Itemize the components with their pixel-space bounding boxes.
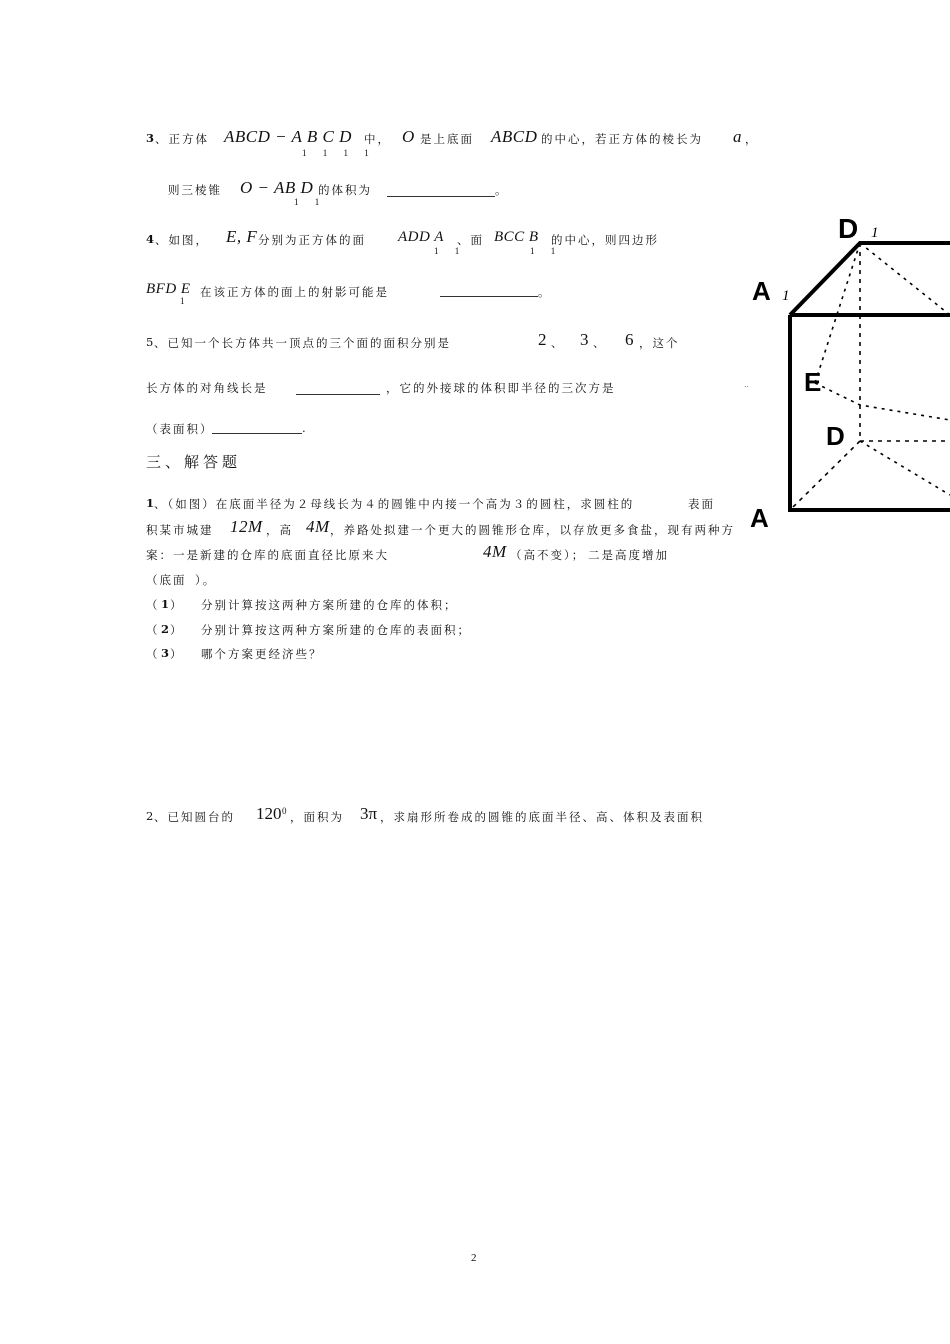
p2-text-c: ，求扇形所卷成的圆锥的底面半径、高、体积及表面积 (380, 810, 704, 824)
p1-line1: 、（如图）在底面半径为２母线长为４的圆锥中内接一个高为３的圆柱，求圆柱的 (154, 497, 635, 511)
page-number: 2 (471, 1252, 477, 1264)
p1-line1-right: 表面 (688, 497, 715, 511)
q3-line2-end: 。 (495, 183, 509, 197)
q3-cube-subscripts: 1 1 1 1 (302, 148, 376, 158)
q4-face2: BCC B (494, 229, 539, 245)
q5-line2-b: ，它的外接球的体积即半径的三次方是 (386, 381, 616, 395)
label-a: A (750, 503, 769, 533)
q4-points-ef: E, F (226, 227, 258, 246)
p1-sub3-paren: （ (146, 647, 160, 661)
p1-sub2-number: 2 (161, 622, 170, 636)
q5-line3: （表面积） (146, 422, 214, 436)
label-d1: D (838, 213, 859, 244)
q5-line3-end: . (302, 421, 308, 435)
p1-sub3-number: 3 (161, 646, 170, 660)
q4-face1: ADD A (398, 229, 444, 245)
p1-sub2-paren-close: ） (170, 623, 184, 637)
p1-sub3-paren-close: ） (170, 647, 184, 661)
q4-quad-expr: BFD E (146, 281, 191, 297)
p1-value-4m-b: 4M (483, 542, 507, 561)
q3-cube-expr: ABCD − A B C D (224, 127, 352, 146)
p2-degree: 0 (282, 806, 287, 816)
q5-answer-blank-2 (212, 433, 302, 434)
q3-pyramid-subscripts: 1 1 (294, 197, 327, 207)
p1-sub2-paren: （ (146, 623, 160, 637)
q4-line2-end: 。 (538, 285, 552, 299)
q3-point-o: O (402, 127, 415, 146)
q4-face2-subscripts: 1 1 (530, 246, 563, 256)
label-a1: A (752, 276, 771, 306)
q5-area-2: 3 (580, 330, 589, 349)
p1-sub1-text: 分别计算按这两种方案所建的仓库的体积； (201, 598, 458, 612)
p2-angle: 120 (256, 804, 282, 823)
p1-sub3-text: 哪个方案更经济些？ (201, 647, 323, 661)
q4-text-d: 的中心，则四边形 (551, 233, 659, 247)
q4-line2-text: 在该正方体的面上的射影可能是 (200, 285, 389, 299)
q3-text-b: 中， (364, 132, 391, 146)
p1-line2-c: ，养路处拟建一个更大的圆锥形仓库，以存放更多食盐，现有两种方 (330, 523, 735, 537)
p1-value-4m: 4M (306, 517, 330, 536)
q5-text-b: ，这个 (639, 336, 680, 350)
label-a1-sub: 1 (782, 288, 790, 304)
p2-number: 2 (146, 809, 156, 823)
q3-text-c: 是上底面 (420, 132, 474, 146)
p2-text-a: 、已知圆台的 (154, 810, 235, 824)
q4-face1-subscripts: 1 1 (434, 246, 467, 256)
q5-answer-blank-1 (296, 394, 380, 395)
cube-top-edges (790, 243, 950, 315)
p1-sub1-paren-close: ） (170, 598, 184, 612)
p1-line2-a: 积某市城建 (146, 523, 214, 537)
q5-number: 5 (146, 335, 156, 349)
line-e-center (815, 383, 950, 420)
q5-sep-2: 、 (593, 336, 607, 350)
q3-pyramid-expr: O − AB D (240, 178, 314, 197)
q3-text-a: 、正方体 (155, 132, 209, 146)
q4-text-c: 、面 (457, 233, 484, 247)
p1-sub1-number: 1 (161, 597, 170, 611)
cube-hidden-diagonal (790, 441, 860, 510)
q4-quad-subscript: 1 (180, 296, 192, 306)
q5-area-1: 2 (538, 330, 547, 349)
q4-number: 4 (146, 232, 155, 246)
p1-value-12m: 12M (230, 517, 263, 536)
p1-line4-a: （底面 (146, 573, 187, 587)
cube-front-edges (790, 315, 950, 510)
q4-text-b: 分别为正方体的面 (258, 233, 366, 247)
q5-text-a: 、已知一个长方体共一顶点的三个面的面积分别是 (154, 336, 451, 350)
cube-figure (740, 205, 950, 540)
p1-sub2-text: 分别计算按这两种方案所建的仓库的表面积； (201, 623, 471, 637)
label-d1-sub: 1 (871, 225, 879, 241)
q5-sep-1: 、 (551, 336, 565, 350)
p2-text-b: ，面积为 (290, 810, 344, 824)
q5-line2-a: 长方体的对角线长是 (146, 381, 268, 395)
cube-hidden-edges (860, 243, 950, 441)
q3-answer-blank (387, 196, 495, 197)
p1-line3-c: 二是高度增加 (588, 548, 669, 562)
q3-edge-a: a (733, 127, 742, 146)
q3-text-e: ， (745, 132, 759, 146)
q4-answer-blank (440, 296, 538, 297)
section-title: 三、解答题 (146, 453, 242, 471)
label-d: D (826, 421, 845, 451)
q3-text-d: 的中心，若正方体的棱长为 (541, 132, 703, 146)
p1-line2-b: ，高 (266, 523, 293, 537)
q4-text-a: 、如图， (155, 233, 209, 247)
q3-number: 3 (146, 131, 155, 145)
p1-line4-b: ）。 (195, 573, 217, 587)
stray-dots: .. (744, 380, 750, 389)
label-e: E (804, 367, 822, 397)
q3-line2-a: 则三棱锥 (168, 183, 222, 197)
p1-line3-b: （高不变）； (510, 548, 586, 562)
p1-number: 1 (146, 496, 155, 510)
q5-area-3: 6 (625, 330, 634, 349)
line-d-b (860, 441, 950, 495)
q3-line2-b: 的体积为 (318, 183, 372, 197)
line-d1-f (860, 243, 950, 315)
p1-sub1-paren: （ (146, 598, 160, 612)
q3-face: ABCD (491, 127, 538, 146)
p2-area: 3π (360, 804, 378, 823)
p1-line3-a: 案：一是新建的仓库的底面直径比原来大 (146, 548, 389, 562)
